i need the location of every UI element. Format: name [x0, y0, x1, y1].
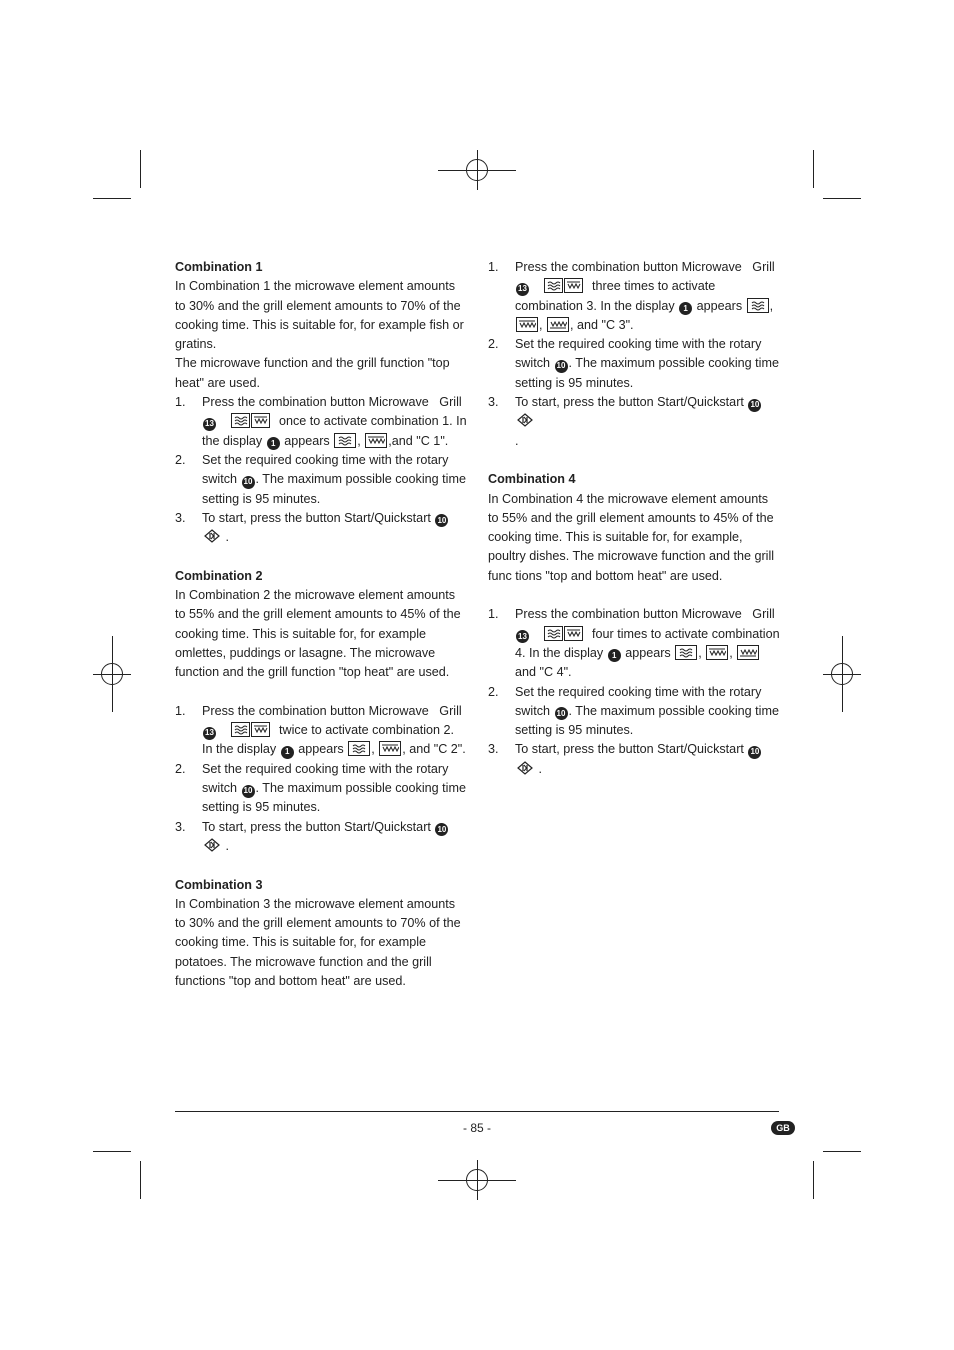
combination-4-heading: Combination 4	[488, 472, 576, 487]
combination-4-section	[488, 470, 780, 779]
step-item: 2. Set the required cooking time with the rotary switch 10 . The maximum possible cooking time setting is 95 minutes.	[175, 452, 466, 506]
crop-mark	[823, 198, 861, 199]
crop-mark	[93, 198, 131, 199]
crop-mark	[813, 1161, 814, 1199]
ref-13-icon: 13	[203, 727, 216, 740]
combo-button-icon	[231, 722, 270, 737]
combination-1-section	[175, 258, 467, 547]
combination-2-heading: Combination 2	[175, 568, 263, 583]
combination-4-intro: In Combination 4 the microwave element amounts to 55% and the grill element amounts to 45% of the cooking time. This is suitable for, for example, poultry dishes. The microwave function and the grill func tions "top and bottom heat" are used.	[488, 491, 775, 583]
ref-13-icon: 13	[516, 630, 529, 643]
registration-mark	[466, 1169, 488, 1191]
ref-13-icon: 13	[203, 418, 216, 431]
step-item: 3. To start, press the button Start/Quickstart 10 .	[488, 393, 780, 451]
crop-mark	[140, 1161, 141, 1199]
combo-button-icon	[231, 413, 270, 428]
microwave-icon	[348, 741, 370, 756]
ref-10-icon: 10	[242, 476, 255, 489]
registration-mark	[101, 663, 123, 685]
combination-3-intro: In Combination 3 the microwave element amounts to 30% and the grill element amounts to 70% of the cooking time. This is suitable for, for example potatoes. The microwave function and the grill functions "top and bottom heat" are used.	[175, 896, 461, 988]
ref-10-icon: 10	[435, 823, 448, 836]
step-item: 1. Press the combination button Microwave Grill 13 once to activate combination 1. In the display 1 appears , ,and "C 1".	[175, 393, 467, 451]
ref-10-icon: 10	[748, 399, 761, 412]
language-badge: GB	[771, 1121, 795, 1135]
microwave-icon	[334, 433, 356, 448]
combination-3-section	[175, 876, 467, 992]
ref-10-icon: 10	[555, 707, 568, 720]
top-heat-icon	[706, 645, 728, 660]
step-item: 2. Set the required cooking time with the rotary switch 10 . The maximum possible cooking time setting is 95 minutes.	[488, 337, 779, 390]
bottom-heat-icon	[737, 645, 759, 660]
ref-10-icon: 10	[242, 785, 255, 798]
step-item: 3. To start, press the button Start/Quickstart 10 .	[488, 740, 780, 779]
step-item: 2. Set the required cooking time with the rotary switch 10 . The maximum possible cooking time setting is 95 minutes.	[175, 761, 466, 815]
crop-mark	[140, 150, 141, 188]
microwave-icon	[675, 645, 697, 660]
step-item: 1. Press the combination button Microwave Grill 13 four times to activate combination 4. In the display 1 appears , , and "C 4".	[488, 607, 780, 680]
combination-1-steps	[175, 393, 467, 547]
top-heat-icon	[365, 433, 387, 448]
combination-2-section	[175, 567, 467, 856]
start-quickstart-icon	[517, 761, 533, 775]
crop-mark	[813, 150, 814, 188]
ref-10-icon: 10	[748, 746, 761, 759]
step-item: 3. To start, press the button Start/Quickstart 10 .	[175, 818, 467, 857]
combo-button-icon	[544, 626, 583, 641]
footer-rule	[175, 1111, 779, 1112]
registration-mark	[466, 159, 488, 181]
start-quickstart-icon	[517, 413, 533, 427]
ref-10-icon: 10	[555, 360, 568, 373]
ref-10-icon: 10	[435, 514, 448, 527]
ref-13-icon: 13	[516, 283, 529, 296]
step-item: 1. Press the combination button Microwave Grill 13 twice to activate combination 2. In the display 1 appears , , and "C 2".	[175, 702, 467, 760]
step-item: 2. Set the required cooking time with the rotary switch 10 . The maximum possible cooking time setting is 95 minutes.	[488, 684, 779, 738]
step-item: 3. To start, press the button Start/Quickstart 10 .	[175, 509, 467, 548]
crop-mark	[93, 1151, 131, 1152]
page-number: - 85 -	[462, 1121, 491, 1135]
start-quickstart-icon	[204, 838, 220, 852]
ref-1-icon: 1	[679, 302, 692, 315]
right-column	[488, 258, 780, 779]
ref-1-icon: 1	[267, 437, 280, 450]
combination-1-heading: Combination 1	[175, 260, 263, 274]
combination-3-heading: Combination 3	[175, 877, 263, 892]
combination-1-intro2: The microwave function and the grill function "top heat" are used.	[175, 356, 450, 390]
ref-1-icon: 1	[281, 746, 294, 759]
registration-mark	[831, 663, 853, 685]
step-item: 1. Press the combination button Microwave Grill 13 three times to activate combination 3. In the display 1 appears , , , and "C 3".	[488, 260, 775, 332]
combo-button-icon	[544, 278, 583, 293]
left-column	[175, 258, 467, 991]
combination-2-intro: In Combination 2 the microwave element amounts to 55% and the grill element amounts to 45% of the cooking time. This is suitable for, for example omlettes, puddings or lasagne. The microwave function and the grill function "top heat" are used.	[175, 588, 461, 680]
combination-4-steps	[488, 605, 780, 779]
microwave-icon	[747, 298, 769, 313]
combination-3-steps	[488, 258, 780, 451]
top-heat-icon	[516, 317, 538, 332]
crop-mark	[823, 1151, 861, 1152]
combination-1-intro: In Combination 1 the microwave element amounts to 30% and the grill element amounts to 70% of the cooking time. This is suitable for, for example fish or gratins.	[175, 279, 464, 352]
top-heat-icon	[379, 741, 401, 756]
bottom-heat-icon	[547, 317, 569, 332]
ref-1-icon: 1	[608, 649, 621, 662]
start-quickstart-icon	[204, 529, 220, 543]
combination-2-steps	[175, 702, 467, 856]
